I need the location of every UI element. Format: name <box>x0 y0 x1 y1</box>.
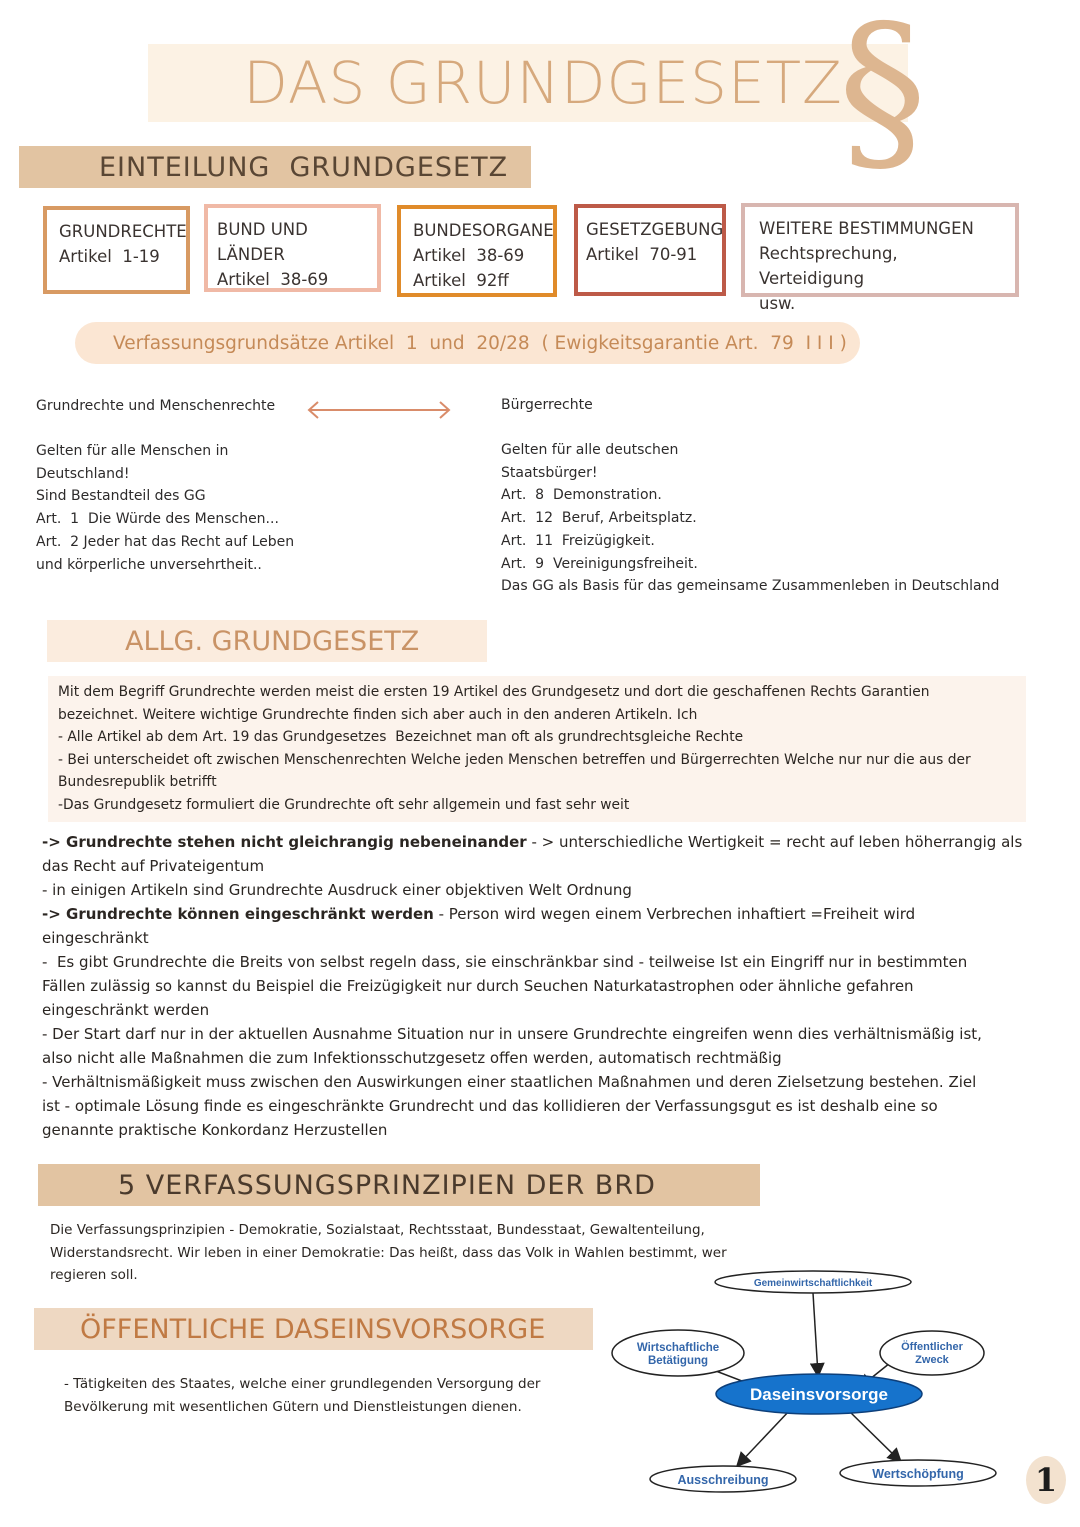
allg-line: Mit dem Begriff Grundrechte werden meist die ersten 19 Artikel des Grundgesetz und dort die geschaffenen Rechts Garantien <box>58 684 930 700</box>
box-bund-laender-line: Artikel 38-69 <box>217 270 329 289</box>
note-line: also nicht alle Maßnahmen die zum Infektionsschutzgesetz offen werden, automatisch rechtmäßig <box>42 1049 782 1067</box>
arrow-top <box>813 1293 818 1375</box>
node-oeffentlicher-label-2: Zweck <box>915 1354 949 1366</box>
section-prinzipien-title: 5 VERFASSUNGSPRINZIPIEN DER BRD <box>118 1169 656 1201</box>
left-line: Deutschland! <box>36 465 130 482</box>
box-weitere-line: usw. <box>759 294 796 313</box>
note-bold: -> Grundrechte stehen nicht gleichrangig nebeneinander <box>42 833 527 851</box>
box-gesetzgebung-line: Artikel 70-91 <box>586 245 698 264</box>
node-wertschoepfung-label: Wertschöpfung <box>872 1467 964 1481</box>
box-gesetzgebung <box>574 204 726 296</box>
note-line: - in einigen Artikeln sind Grundrechte Ausdruck einer objektiven Welt Ordnung <box>42 881 632 899</box>
prinzipien-line: Die Verfassungsprinzipien - Demokratie, Sozialstaat, Rechtsstaat, Bundesstaat, Gewaltenteilung, <box>50 1222 705 1238</box>
paragraph-symbol-icon: § <box>838 0 927 194</box>
note-line: das Recht auf Privateigentum <box>42 857 265 875</box>
box-gesetzgebung-title: GESETZGEBUNG <box>586 220 724 239</box>
allg-line: -Das Grundgesetz formuliert die Grundrechte oft sehr allgemein und fast sehr weit <box>58 796 630 813</box>
left-line: Gelten für alle Menschen in <box>36 443 229 459</box>
prinzipien-line: regieren soll. <box>50 1267 138 1284</box>
node-oeffentlicher-zweck <box>880 1331 984 1375</box>
section-einteilung <box>19 146 531 188</box>
note-line: - Es gibt Grundrechte die Breits von selbst regeln dass, sie einschränkbar sind - teilweise Ist ein Eingriff nur in bestimmten <box>42 953 968 971</box>
section-einteilung-title: EINTEILUNG GRUNDGESETZ <box>99 151 509 183</box>
daseinsvorsorge-text <box>64 1373 604 1418</box>
node-gemeinwirtschaftlichkeit-label: Gemeinwirtschaftlichkeit <box>753 1278 873 1289</box>
double-arrow-icon <box>302 398 456 422</box>
allg-line: - Alle Artikel ab dem Art. 19 das Grundgesetzes Bezeichnet man oft als grundrechtsgleiche Rechte <box>58 729 744 746</box>
left-line: Art. 2 Jeder hat das Recht auf Leben <box>36 533 295 550</box>
note-line: eingeschränkt werden <box>42 1001 210 1019</box>
section-daseinsvorsorge <box>34 1308 593 1350</box>
grundrechte-notes <box>42 830 1042 1142</box>
left-column-heading: Grundrechte und Menschenrechte <box>36 398 276 414</box>
section-prinzipien <box>38 1164 760 1206</box>
box-grundrechte-title: GRUNDRECHTE <box>59 222 187 241</box>
note-bold: -> Grundrechte können eingeschränkt werden <box>42 905 434 923</box>
box-grundrechte-line: Artikel 1-19 <box>59 247 160 266</box>
right-line: Art. 9 Vereinigungsfreiheit. <box>501 555 698 572</box>
box-bundesorgane <box>397 205 557 297</box>
allg-line: bezeichnet. Weitere wichtige Grundrechte finden sich aber auch in den anderen Artikeln. Ich <box>58 706 698 723</box>
section-allg <box>47 620 487 662</box>
left-line: Art. 1 Die Würde des Menschen... <box>36 511 279 528</box>
arrow-bottom-right <box>848 1410 900 1461</box>
box-bundesorgane-title: BUNDESORGANE <box>413 221 554 240</box>
arrow-bottom-left <box>738 1410 790 1465</box>
section-allg-title: ALLG. GRUNDGESETZ <box>125 625 420 657</box>
note-line: ist - optimale Lösung finde es eingeschränkte Grundrecht und das kollidieren der Verfassungsgut es ist deshalb eine so <box>42 1097 938 1115</box>
daseinsvorsorge-diagram <box>600 1265 1000 1505</box>
page-number-badge <box>1026 1456 1066 1504</box>
box-bundesorgane-line: Artikel 92ff <box>413 271 509 290</box>
node-daseinsvorsorge-label: Daseinsvorsorge <box>750 1385 888 1404</box>
note-line <box>42 830 1042 854</box>
note-line <box>42 902 1042 926</box>
note-line: genannte praktische Konkordanz Herzustellen <box>42 1121 388 1139</box>
left-column-text <box>36 440 456 576</box>
note-text: - > unterschiedliche Wertigkeit = recht auf leben höherrangig als <box>526 833 1023 851</box>
right-line: Art. 8 Demonstration. <box>501 487 662 504</box>
allg-text-box <box>48 676 1026 822</box>
note-line: Fällen zulässig so kannst du Beispiel die Freizügigkeit nur durch Seuchen Naturkatastrophen oder ähnliche gefahren <box>42 977 914 995</box>
note-text: - Person wird wegen einem Verbrechen inhaftiert =Freiheit wird <box>433 905 916 923</box>
box-bund-laender <box>204 204 381 292</box>
note-line: eingeschränkt <box>42 929 149 947</box>
right-line: Art. 12 Beruf, Arbeitsplatz. <box>501 510 697 527</box>
daseins-line: - Tätigkeiten des Staates, welche einer grundlegenden Versorgung der <box>64 1376 541 1392</box>
right-column-heading: Bürgerrechte <box>501 397 593 413</box>
allg-line: Bundesrepublik betrifft <box>58 774 217 791</box>
daseins-line: Bevölkerung mit wesentlichen Gütern und Dienstleistungen dienen. <box>64 1398 522 1415</box>
node-ausschreibung-label: Ausschreibung <box>677 1473 769 1487</box>
verfassungsgrundsaetze-pill <box>75 322 860 364</box>
node-wirtschaftliche-label-2: Betätigung <box>647 1355 709 1367</box>
note-line: - Der Start darf nur in der aktuellen Ausnahme Situation nur in unsere Grundrechte eingreifen wenn dies verhältnismäßig ist, <box>42 1025 982 1043</box>
right-line: Das GG als Basis für das gemeinsame Zusammenleben in Deutschland <box>501 578 1000 595</box>
note-line: - Verhältnismäßigkeit muss zwischen den Auswirkungen einer staatlichen Maßnahmen und deren Zielsetzung bestehen. Ziel <box>42 1073 977 1091</box>
allg-line: - Bei unterscheidet oft zwischen Menschenrechten Welche jeden Menschen betreffen und Bürgerrechten Welche nur nur die aus der <box>58 751 971 768</box>
page-number: 1 <box>1034 1461 1058 1499</box>
left-line: und körperliche unversehrtheit.. <box>36 556 262 573</box>
right-line: Art. 11 Freizügigkeit. <box>501 532 655 549</box>
right-line: Gelten für alle deutschen <box>501 442 679 458</box>
node-wirtschaftliche-label-1: Wirtschaftliche <box>636 1342 720 1354</box>
box-bund-laender-title: BUND UND LÄNDER <box>217 220 308 264</box>
box-weitere-line: Rechtsprechung, Verteidigung <box>759 244 898 288</box>
box-weitere-bestimmungen <box>741 203 1019 313</box>
prinzipien-line: Widerstandsrecht. Wir leben in einer Demokratie: Das heißt, dass das Volk in Wahlen bestimmt, wer <box>50 1244 727 1261</box>
verfassungsgrundsaetze-text: Verfassungsgrundsätze Artikel 1 und 20/28 ( Ewigkeitsgarantie Art. 79 I I I ) <box>113 332 847 354</box>
right-column-text <box>501 439 1061 598</box>
section-daseinsvorsorge-title: ÖFFENTLICHE DASEINSVORSORGE <box>80 1313 546 1345</box>
right-line: Staatsbürger! <box>501 464 598 481</box>
box-grundrechte <box>43 206 190 294</box>
box-bundesorgane-line: Artikel 38-69 <box>413 246 525 265</box>
page-title: DAS GRUNDGESETZ <box>243 49 843 117</box>
node-oeffentlicher-label-1: Öffentlicher <box>901 1341 963 1353</box>
left-line: Sind Bestandteil des GG <box>36 488 206 505</box>
box-weitere-title: WEITERE BESTIMMUNGEN <box>759 219 974 238</box>
